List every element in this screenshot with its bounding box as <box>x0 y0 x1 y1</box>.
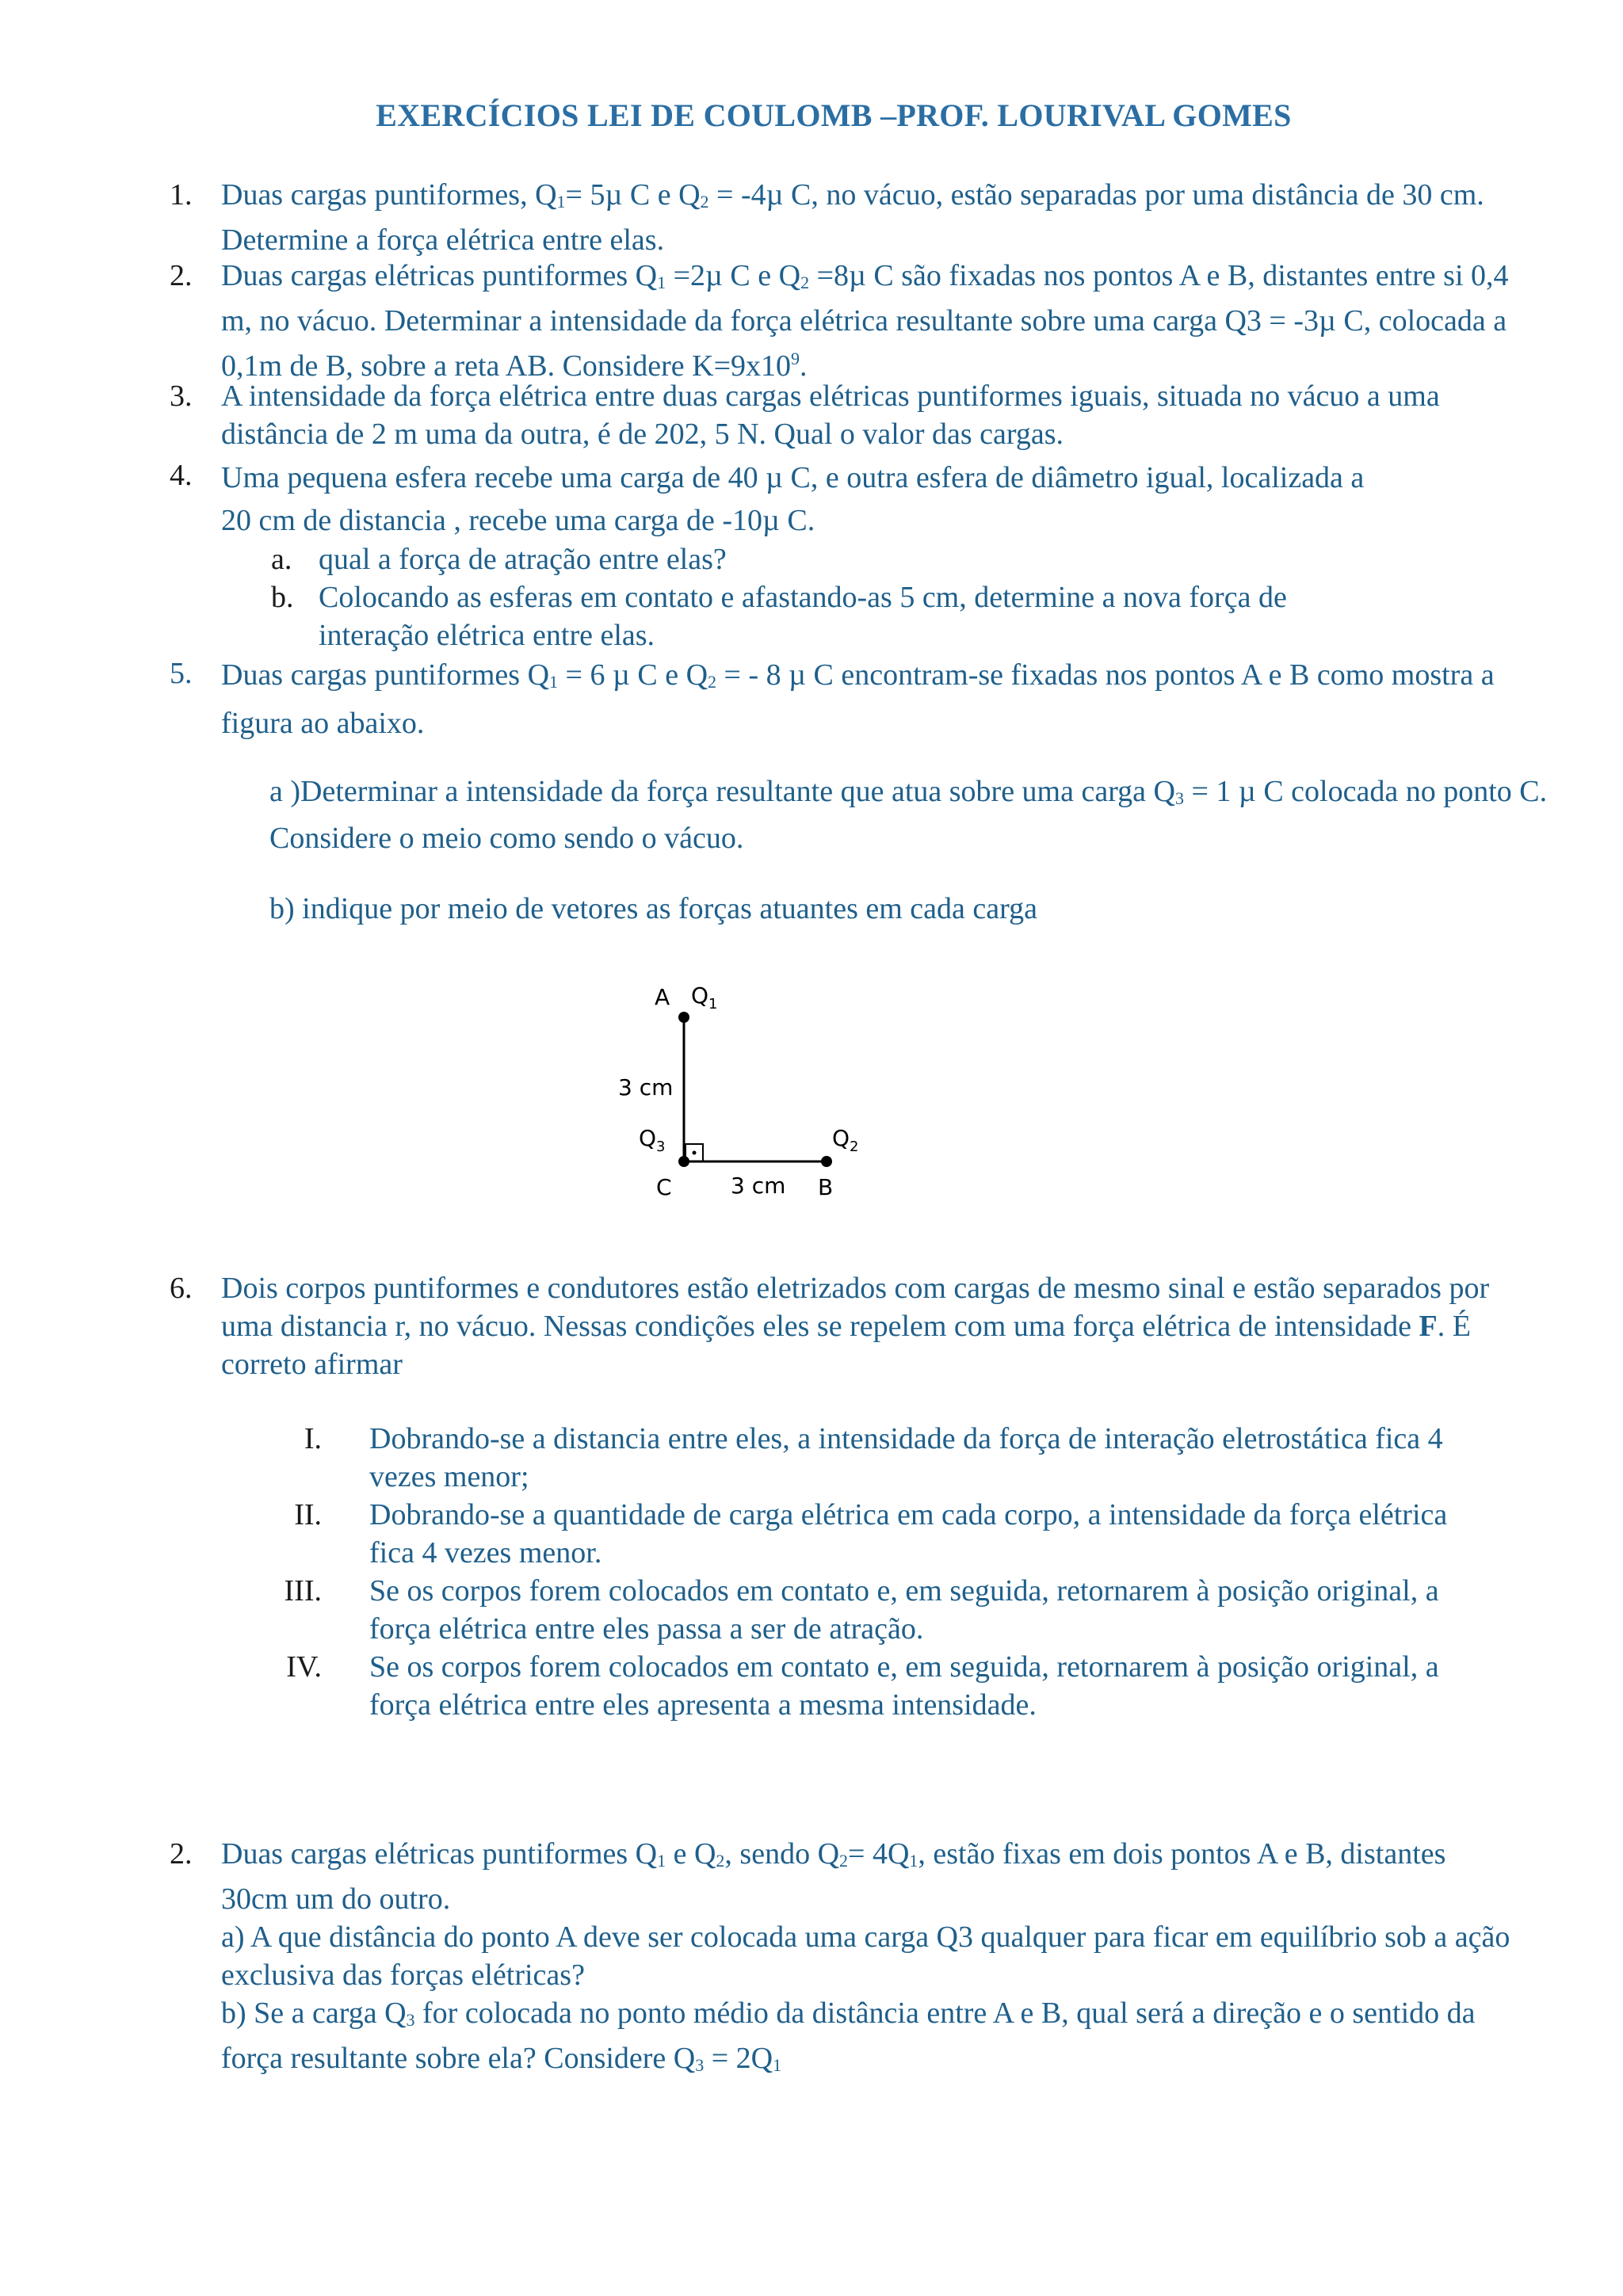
text-span: for colocada no ponto médio da distância entre A e B, qual será a direção e o sentido da força resultante sobre ela? Considere Q <box>221 1997 1476 2075</box>
bold-text: F <box>1419 1310 1438 1343</box>
roman-item-3 <box>284 1572 1479 1648</box>
label-q3: $Q_3$ <box>639 1125 666 1155</box>
subscript: 3 <box>695 2055 705 2075</box>
subscript: 2 <box>800 273 810 292</box>
roman-label: III. <box>284 1574 322 1608</box>
subscript: 2 <box>700 192 709 212</box>
text-span: a )Determinar a intensidade da força resultante que atua sobre uma carga Q <box>269 775 1175 808</box>
text-span: , estão fixas em dois pontos A e B, distantes 30cm um do outro. <box>221 1837 1446 1916</box>
subscript: 3 <box>1175 788 1184 808</box>
question-7 <box>170 1835 1517 2084</box>
charges-figure <box>602 974 903 1212</box>
roman-label: II. <box>294 1498 322 1531</box>
roman-text: Dobrando-se a quantidade de carga elétrica em cada corpo, a intensidade da força elétrica fica 4 vezes menor. <box>369 1498 1448 1569</box>
question-part-a: a) A que distância do ponto A deve ser colocada uma carga Q3 qualquer para ficar em equilíbrio sob a ação exclusiva das forças elétricas? <box>221 1920 1510 1992</box>
subscript: 2 <box>716 1851 725 1871</box>
charge-point-b <box>821 1156 832 1167</box>
text-span: = 4Q <box>848 1837 910 1871</box>
question-text: A intensidade da força elétrica entre duas cargas elétricas puntiformes iguais, situada no vácuo a uma distância de 2 m uma da outra, é de 202, 5 N. Qual o valor das cargas. <box>221 379 1440 451</box>
text-span: = 6 µ C e Q <box>558 658 708 692</box>
item-text: Colocando as esferas em contato e afastando-as 5 cm, determine a nova força de interação elétrica entre elas. <box>319 581 1287 652</box>
subscript: 3 <box>406 2010 415 2030</box>
question-6 <box>170 1269 1517 1383</box>
text-span: , sendo Q <box>724 1837 840 1871</box>
roman-text: Dobrando-se a distancia entre eles, a intensidade da força de interação eletrostática fica 4 vezes menor; <box>369 1422 1443 1493</box>
question-4-item-b <box>271 578 1460 654</box>
subscript: 1 <box>773 2055 782 2075</box>
roman-text: Se os corpos forem colocados em contato e, em seguida, retornarem à posição original, a força elétrica entre eles passa a ser de atração. <box>369 1574 1439 1646</box>
text-span: Duas cargas elétricas puntiformes Q <box>221 259 658 292</box>
label-a: A <box>655 984 670 1010</box>
question-text <box>221 176 1517 259</box>
question-2 <box>170 257 1517 385</box>
item-label: a. <box>271 543 292 576</box>
question-text <box>221 257 1517 385</box>
page-title: EXERCÍCIOS LEI DE COULOMB –PROF. LOURIVAL GOMES <box>376 97 1292 133</box>
roman-item-4 <box>286 1648 1479 1724</box>
label-b: B <box>818 1174 834 1200</box>
question-number: 6. <box>170 1272 193 1305</box>
subscript: 1 <box>909 1851 918 1871</box>
superscript: 9 <box>791 349 800 368</box>
text-span: e Q <box>666 1837 716 1871</box>
question-text <box>221 1835 1517 2084</box>
question-number: 5. <box>170 657 193 690</box>
text-span: Duas cargas elétricas puntiformes Q <box>221 1837 658 1871</box>
subscript: 1 <box>549 672 559 692</box>
question-text <box>221 1269 1517 1383</box>
question-number: 3. <box>170 379 193 413</box>
question-1 <box>170 176 1517 259</box>
question-text <box>221 654 1517 744</box>
item-text: qual a força de atração entre elas? <box>319 543 727 576</box>
label-3cm-horizontal: 3 cm <box>731 1173 786 1199</box>
label-q2: $Q_2$ <box>832 1125 859 1155</box>
question-5-part-a <box>269 772 1553 858</box>
text-line: 20 cm de distancia , recebe uma carga de -10µ C. <box>221 504 815 537</box>
question-4-item-a <box>271 540 1460 578</box>
question-intro <box>221 1835 1517 1918</box>
question-4 <box>170 456 1517 542</box>
label-q1: $Q_1$ <box>691 982 718 1013</box>
roman-label: I. <box>304 1422 322 1455</box>
subscript: 2 <box>839 1851 849 1871</box>
question-number: 2. <box>170 1837 193 1871</box>
roman-item-1 <box>304 1420 1479 1496</box>
question-text <box>221 456 1517 542</box>
label-c: C <box>656 1174 672 1200</box>
text-span: = 5µ C e Q <box>565 178 701 212</box>
label-3cm-vertical: 3 cm <box>618 1074 674 1100</box>
text-line: Uma pequena esfera recebe uma carga de 40 µ C, e outra esfera de diâmetro igual, localizada a <box>221 461 1365 494</box>
question-5-part-b: b) indique por meio de vetores as forças atuantes em cada carga <box>269 892 1037 925</box>
text-span: =2µ C e Q <box>666 259 801 292</box>
subscript: 1 <box>657 1851 666 1871</box>
text-span: = 1 µ C colocada no ponto C. Considere o meio como sendo o vácuo. <box>269 775 1548 855</box>
text-span: b) Se a carga Q <box>221 1997 407 2030</box>
text-span: =8µ C são fixadas nos pontos A e B, distantes entre si 0,4 m, no vácuo. Determinar a intensidade da força elétrica resultante sobre uma carga Q3 = -3µ C, colocada a 0,1m de B, sobre a reta AB. Considere K=9x10 <box>221 259 1509 383</box>
question-5 <box>170 654 1517 744</box>
question-part-b <box>221 1994 1517 2084</box>
roman-text: Se os corpos forem colocados em contato e, em seguida, retornarem à posição original, a força elétrica entre eles apresenta a mesma intensidade. <box>369 1650 1439 1722</box>
subscript: 1 <box>556 192 566 212</box>
right-angle-dot <box>693 1151 697 1155</box>
item-label: b. <box>271 581 294 614</box>
text-span: Duas cargas puntiformes, Q <box>221 178 557 212</box>
charge-point-a <box>678 1012 689 1023</box>
text-span: Duas cargas puntiformes Q <box>221 658 550 692</box>
question-number: 2. <box>170 259 193 292</box>
text-span: = - 8 µ C encontram-se fixadas nos pontos A e B como mostra a figura ao abaixo. <box>221 658 1495 740</box>
question-3 <box>170 377 1517 453</box>
question-number: 1. <box>170 178 193 212</box>
text-span: . É correto afirmar <box>221 1310 1471 1381</box>
subscript: 1 <box>657 273 666 292</box>
text-span: . <box>800 349 808 383</box>
text-span: = 2Q <box>704 2042 773 2075</box>
text-span: = -4µ C, no vácuo, estão separadas por uma distância de 30 cm. Determine a força elétrica entre elas. <box>221 178 1484 257</box>
question-number: 4. <box>170 459 193 492</box>
charge-point-c <box>678 1156 689 1167</box>
roman-label: IV. <box>286 1650 322 1684</box>
subscript: 2 <box>708 672 717 692</box>
roman-item-2 <box>294 1496 1479 1572</box>
text-span: Dois corpos puntiformes e condutores estão eletrizados com cargas de mesmo sinal e estão separados por uma distancia r, no vácuo. Nessas condições eles se repelem com uma força elétrica de intensidade <box>221 1272 1490 1343</box>
